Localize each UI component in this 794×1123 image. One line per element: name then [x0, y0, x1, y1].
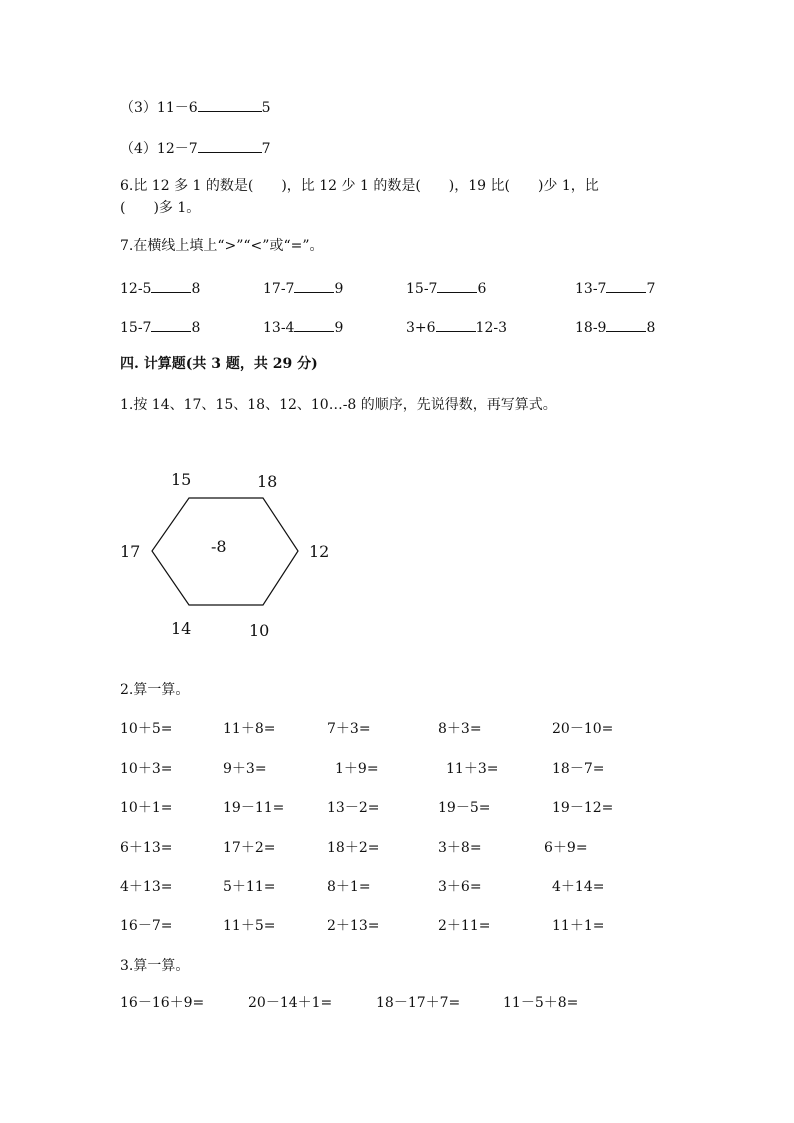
compare-item	[575, 317, 655, 337]
arith-item: 17＋2=	[223, 840, 276, 856]
arith-item: 6＋13=	[120, 840, 173, 856]
compare-left: 15-7	[120, 320, 152, 336]
compare-right: 8	[191, 281, 201, 297]
arith-item: 2＋11=	[438, 918, 491, 934]
answer-blank[interactable]	[436, 317, 476, 332]
compare-item	[263, 317, 343, 337]
arith-item: 4＋14=	[552, 879, 605, 895]
hex-top-left-label: 15	[171, 470, 192, 489]
compare-item	[120, 278, 200, 298]
c3-title: 3.算一算。	[120, 958, 190, 974]
compare-left: 17-7	[263, 281, 295, 297]
compare-left: 12-5	[120, 281, 152, 297]
compare-right: 9	[334, 320, 344, 336]
compare-left: 15-7	[406, 281, 438, 297]
compare-left: 13-7	[575, 281, 607, 297]
arith-item: 11＋5=	[223, 918, 276, 934]
arith-item: 16－7=	[120, 918, 173, 934]
section-title: 四. 计算题(共 3 题，共 29 分)	[120, 356, 318, 372]
mixed-arith-item: 20－14＋1=	[248, 995, 333, 1011]
arith-item: 5＋11=	[223, 879, 276, 895]
compare-right: 9	[334, 281, 344, 297]
hex-left-label: 17	[120, 542, 141, 561]
item-4	[120, 138, 271, 158]
arith-item: 11＋8=	[223, 721, 276, 737]
compare-item	[263, 278, 343, 298]
answer-blank[interactable]	[606, 278, 646, 293]
mixed-arith-item: 16－16＋9=	[120, 995, 205, 1011]
arith-item: 8＋3=	[438, 721, 482, 737]
arith-item: 3＋6=	[438, 879, 482, 895]
arith-item: 19－11=	[223, 800, 285, 816]
compare-item	[406, 317, 507, 337]
arith-item: 7＋3=	[327, 721, 371, 737]
compare-right: 8	[191, 320, 201, 336]
hex-bottom-right-label: 10	[249, 621, 270, 640]
compare-item	[120, 317, 200, 337]
compare-right: 8	[646, 320, 656, 336]
compare-right: 12-3	[475, 320, 507, 336]
arith-item: 6＋9=	[544, 840, 588, 856]
arith-item: 18－7=	[552, 761, 605, 777]
hex-top-right-label: 18	[257, 472, 278, 491]
compare-left: 3+6	[406, 320, 436, 336]
compare-left: 13-4	[263, 320, 295, 336]
mixed-arith-item: 18－17＋7=	[376, 995, 461, 1011]
c2-title: 2.算一算。	[120, 682, 190, 698]
answer-blank[interactable]	[437, 278, 477, 293]
arith-item: 19－12=	[552, 800, 614, 816]
answer-blank[interactable]	[151, 317, 191, 332]
compare-item	[575, 278, 655, 298]
arith-item: 13－2=	[327, 800, 380, 816]
arith-item: 10＋1=	[120, 800, 173, 816]
compare-right: 6	[477, 281, 487, 297]
arith-item: 8＋1=	[327, 879, 371, 895]
answer-blank[interactable]	[606, 317, 646, 332]
q7-title: 7.在横线上填上“>”“<”或“=”。	[120, 238, 324, 254]
arith-item: 4＋13=	[120, 879, 173, 895]
arith-item: 3＋8=	[438, 840, 482, 856]
item-3-suffix: 5	[261, 100, 271, 116]
arith-item: 20－10=	[552, 721, 614, 737]
hex-center-label: -8	[211, 537, 227, 556]
arith-item: 10＋5=	[120, 721, 173, 737]
item-4-suffix: 7	[261, 141, 271, 157]
answer-blank[interactable]	[294, 278, 334, 293]
arith-item: 18＋2=	[327, 840, 380, 856]
answer-blank[interactable]	[294, 317, 334, 332]
hex-bottom-left-label: 14	[171, 619, 192, 638]
hex-right-label: 12	[309, 542, 330, 561]
mixed-arith-item: 11－5＋8=	[503, 995, 579, 1011]
arith-item: 10＋3=	[120, 761, 173, 777]
c1-title: 1.按 14、17、15、18、12、10…-8 的顺序，先说得数，再写算式。	[120, 397, 557, 413]
item-3	[120, 97, 271, 117]
arith-item: 19－5=	[438, 800, 491, 816]
item-4-prefix: （4）12－7	[120, 141, 198, 157]
answer-blank[interactable]	[198, 97, 262, 112]
item-3-prefix: （3）11－6	[120, 100, 198, 116]
arith-item: 1＋9=	[335, 761, 379, 777]
q6-line1: 6.比 12 多 1 的数是( )，比 12 少 1 的数是( )，19 比( )少 1，比	[120, 178, 599, 194]
arith-item: 11＋1=	[552, 918, 605, 934]
answer-blank[interactable]	[198, 138, 262, 153]
compare-right: 7	[646, 281, 656, 297]
q6-line2: ( )多 1。	[120, 200, 201, 216]
arith-item: 9＋3=	[223, 761, 267, 777]
compare-left: 18-9	[575, 320, 607, 336]
answer-blank[interactable]	[151, 278, 191, 293]
hexagon-figure	[110, 462, 340, 642]
compare-item	[406, 278, 486, 298]
arith-item: 11＋3=	[446, 761, 499, 777]
arith-item: 2＋13=	[327, 918, 380, 934]
